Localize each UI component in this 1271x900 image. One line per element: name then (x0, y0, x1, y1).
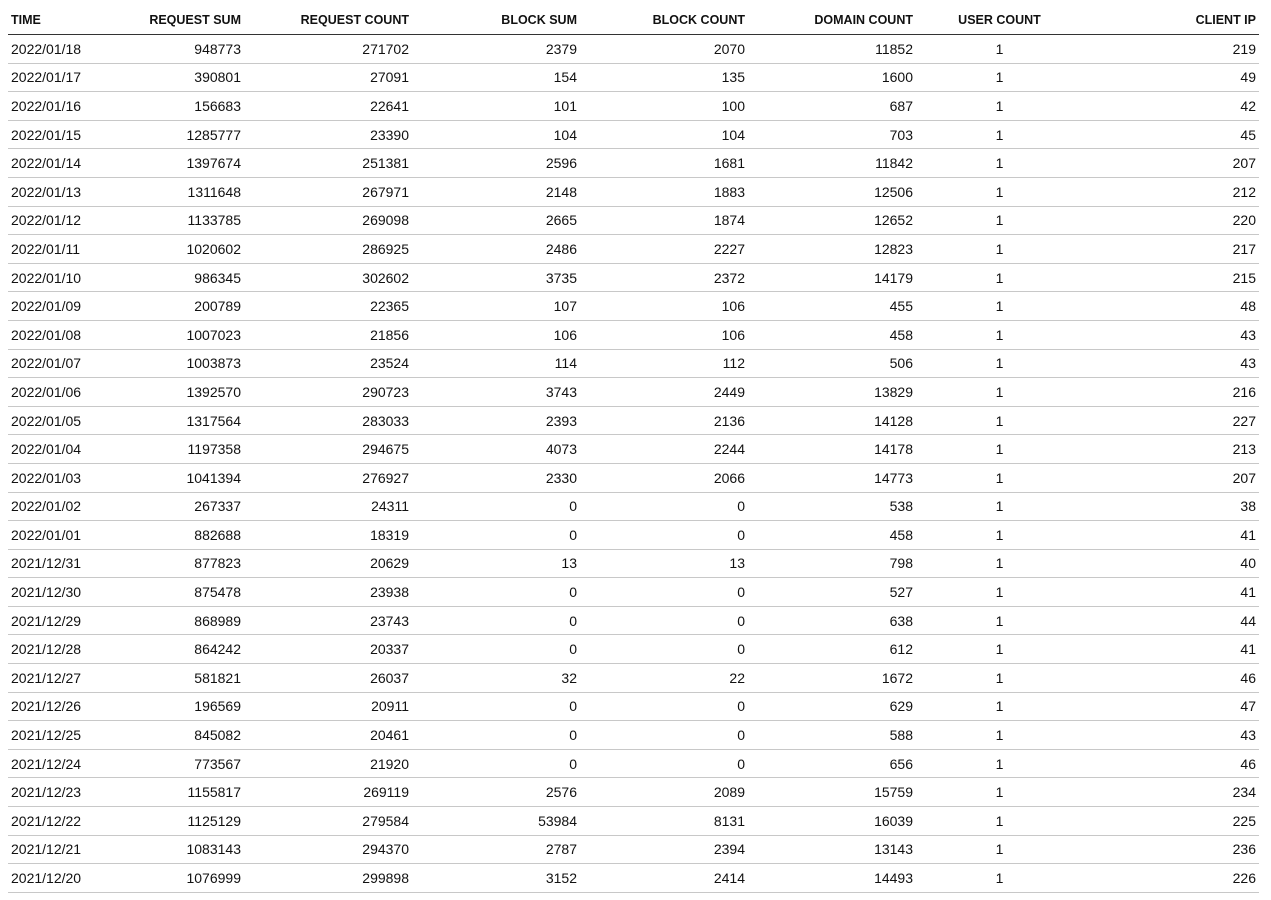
cell-domain-count: 12506 (748, 177, 916, 206)
cell-client-ip: 43 (1086, 320, 1259, 349)
cell-block-sum: 0 (412, 692, 580, 721)
cell-time: 2022/01/16 (8, 92, 90, 121)
cell-block-sum: 2665 (412, 206, 580, 235)
cell-block-count: 2066 (580, 463, 748, 492)
table-body (8, 35, 1259, 893)
cell-request-sum: 986345 (90, 263, 244, 292)
cell-user-count: 1 (916, 807, 1086, 836)
table-row (8, 835, 1259, 864)
cell-domain-count: 656 (748, 749, 916, 778)
cell-time: 2021/12/21 (8, 835, 90, 864)
table-row (8, 807, 1259, 836)
cell-domain-count: 687 (748, 92, 916, 121)
cell-domain-count: 458 (748, 521, 916, 550)
cell-user-count: 1 (916, 120, 1086, 149)
cell-block-count: 104 (580, 120, 748, 149)
cell-request-sum: 196569 (90, 692, 244, 721)
cell-user-count: 1 (916, 149, 1086, 178)
cell-request-sum: 581821 (90, 664, 244, 693)
cell-request-count: 267971 (244, 177, 412, 206)
cell-time: 2022/01/15 (8, 120, 90, 149)
cell-time: 2022/01/12 (8, 206, 90, 235)
cell-request-sum: 1317564 (90, 406, 244, 435)
cell-user-count: 1 (916, 864, 1086, 893)
table-row (8, 549, 1259, 578)
cell-domain-count: 588 (748, 721, 916, 750)
cell-request-count: 22365 (244, 292, 412, 321)
table-row (8, 664, 1259, 693)
cell-request-sum: 877823 (90, 549, 244, 578)
table-header-row (8, 6, 1259, 35)
cell-domain-count: 638 (748, 606, 916, 635)
cell-request-count: 27091 (244, 63, 412, 92)
cell-time: 2021/12/25 (8, 721, 90, 750)
table-row (8, 635, 1259, 664)
cell-block-count: 0 (580, 578, 748, 607)
cell-request-sum: 1392570 (90, 378, 244, 407)
cell-domain-count: 527 (748, 578, 916, 607)
cell-request-count: 26037 (244, 664, 412, 693)
cell-client-ip: 217 (1086, 235, 1259, 264)
cell-time: 2021/12/27 (8, 664, 90, 693)
cell-user-count: 1 (916, 606, 1086, 635)
cell-block-sum: 0 (412, 635, 580, 664)
cell-domain-count: 14179 (748, 263, 916, 292)
cell-request-count: 294675 (244, 435, 412, 464)
table-row (8, 378, 1259, 407)
cell-request-sum: 1285777 (90, 120, 244, 149)
cell-domain-count: 14128 (748, 406, 916, 435)
cell-request-sum: 875478 (90, 578, 244, 607)
cell-user-count: 1 (916, 206, 1086, 235)
cell-block-count: 0 (580, 721, 748, 750)
cell-user-count: 1 (916, 692, 1086, 721)
cell-block-sum: 2486 (412, 235, 580, 264)
cell-time: 2022/01/18 (8, 35, 90, 64)
cell-block-sum: 2379 (412, 35, 580, 64)
cell-block-sum: 2787 (412, 835, 580, 864)
cell-request-count: 20461 (244, 721, 412, 750)
cell-request-sum: 1155817 (90, 778, 244, 807)
cell-client-ip: 38 (1086, 492, 1259, 521)
cell-request-count: 302602 (244, 263, 412, 292)
cell-request-sum: 156683 (90, 92, 244, 121)
cell-block-count: 2089 (580, 778, 748, 807)
cell-time: 2021/12/26 (8, 692, 90, 721)
cell-block-count: 106 (580, 292, 748, 321)
cell-domain-count: 14773 (748, 463, 916, 492)
table-row (8, 435, 1259, 464)
cell-time: 2022/01/11 (8, 235, 90, 264)
cell-request-count: 21920 (244, 749, 412, 778)
cell-block-sum: 3743 (412, 378, 580, 407)
cell-user-count: 1 (916, 177, 1086, 206)
cell-domain-count: 16039 (748, 807, 916, 836)
cell-block-count: 2244 (580, 435, 748, 464)
cell-block-sum: 4073 (412, 435, 580, 464)
cell-time: 2022/01/01 (8, 521, 90, 550)
cell-request-count: 23743 (244, 606, 412, 635)
cell-user-count: 1 (916, 492, 1086, 521)
cell-block-sum: 0 (412, 721, 580, 750)
cell-block-sum: 2330 (412, 463, 580, 492)
cell-client-ip: 40 (1086, 549, 1259, 578)
table-row (8, 463, 1259, 492)
cell-block-count: 2449 (580, 378, 748, 407)
cell-user-count: 1 (916, 63, 1086, 92)
cell-block-count: 1874 (580, 206, 748, 235)
cell-time: 2021/12/22 (8, 807, 90, 836)
cell-block-count: 112 (580, 349, 748, 378)
table-row (8, 492, 1259, 521)
cell-request-sum: 1397674 (90, 149, 244, 178)
cell-domain-count: 12823 (748, 235, 916, 264)
cell-request-count: 20911 (244, 692, 412, 721)
cell-domain-count: 1672 (748, 664, 916, 693)
cell-request-sum: 948773 (90, 35, 244, 64)
cell-domain-count: 703 (748, 120, 916, 149)
table-row (8, 721, 1259, 750)
cell-user-count: 1 (916, 549, 1086, 578)
cell-domain-count: 538 (748, 492, 916, 521)
cell-block-sum: 32 (412, 664, 580, 693)
cell-client-ip: 226 (1086, 864, 1259, 893)
cell-time: 2022/01/05 (8, 406, 90, 435)
cell-block-count: 0 (580, 606, 748, 635)
cell-time: 2022/01/13 (8, 177, 90, 206)
cell-client-ip: 220 (1086, 206, 1259, 235)
cell-request-count: 23524 (244, 349, 412, 378)
cell-client-ip: 207 (1086, 463, 1259, 492)
column-header-domain-count[interactable]: DOMAIN COUNT (748, 6, 916, 35)
cell-request-sum: 1125129 (90, 807, 244, 836)
cell-time: 2022/01/06 (8, 378, 90, 407)
cell-domain-count: 12652 (748, 206, 916, 235)
cell-request-sum: 1041394 (90, 463, 244, 492)
cell-request-sum: 1076999 (90, 864, 244, 893)
cell-client-ip: 213 (1086, 435, 1259, 464)
cell-client-ip: 41 (1086, 635, 1259, 664)
cell-user-count: 1 (916, 463, 1086, 492)
table-row (8, 235, 1259, 264)
cell-block-sum: 2576 (412, 778, 580, 807)
table-row (8, 320, 1259, 349)
cell-domain-count: 11852 (748, 35, 916, 64)
cell-request-count: 286925 (244, 235, 412, 264)
cell-request-count: 299898 (244, 864, 412, 893)
cell-request-sum: 1083143 (90, 835, 244, 864)
cell-block-sum: 0 (412, 521, 580, 550)
cell-block-count: 2227 (580, 235, 748, 264)
cell-request-sum: 882688 (90, 521, 244, 550)
cell-request-sum: 864242 (90, 635, 244, 664)
cell-user-count: 1 (916, 778, 1086, 807)
table-row (8, 35, 1259, 64)
cell-request-count: 22641 (244, 92, 412, 121)
cell-request-count: 18319 (244, 521, 412, 550)
cell-client-ip: 46 (1086, 664, 1259, 693)
cell-block-sum: 2393 (412, 406, 580, 435)
cell-user-count: 1 (916, 378, 1086, 407)
cell-request-sum: 1311648 (90, 177, 244, 206)
cell-time: 2021/12/24 (8, 749, 90, 778)
cell-domain-count: 455 (748, 292, 916, 321)
cell-user-count: 1 (916, 521, 1086, 550)
cell-block-count: 8131 (580, 807, 748, 836)
cell-domain-count: 13829 (748, 378, 916, 407)
cell-time: 2022/01/08 (8, 320, 90, 349)
column-header-block-sum[interactable]: BLOCK SUM (412, 6, 580, 35)
cell-block-count: 135 (580, 63, 748, 92)
cell-user-count: 1 (916, 92, 1086, 121)
cell-block-sum: 53984 (412, 807, 580, 836)
cell-block-count: 0 (580, 692, 748, 721)
column-header-request-count[interactable]: REQUEST COUNT (244, 6, 412, 35)
cell-user-count: 1 (916, 292, 1086, 321)
cell-client-ip: 215 (1086, 263, 1259, 292)
cell-client-ip: 45 (1086, 120, 1259, 149)
table-row (8, 263, 1259, 292)
cell-client-ip: 41 (1086, 578, 1259, 607)
cell-request-sum: 845082 (90, 721, 244, 750)
column-header-request-sum[interactable]: REQUEST SUM (90, 6, 244, 35)
cell-request-sum: 868989 (90, 606, 244, 635)
cell-block-count: 2070 (580, 35, 748, 64)
table-row (8, 606, 1259, 635)
cell-client-ip: 227 (1086, 406, 1259, 435)
cell-client-ip: 43 (1086, 349, 1259, 378)
cell-domain-count: 506 (748, 349, 916, 378)
cell-time: 2021/12/23 (8, 778, 90, 807)
cell-request-sum: 1197358 (90, 435, 244, 464)
table-row (8, 521, 1259, 550)
cell-request-count: 20337 (244, 635, 412, 664)
cell-request-sum: 1003873 (90, 349, 244, 378)
cell-block-sum: 3735 (412, 263, 580, 292)
cell-request-count: 283033 (244, 406, 412, 435)
column-header-block-count[interactable]: BLOCK COUNT (580, 6, 748, 35)
cell-request-count: 251381 (244, 149, 412, 178)
cell-client-ip: 207 (1086, 149, 1259, 178)
table-row (8, 177, 1259, 206)
cell-domain-count: 798 (748, 549, 916, 578)
cell-time: 2021/12/31 (8, 549, 90, 578)
cell-block-sum: 3152 (412, 864, 580, 893)
cell-request-sum: 1133785 (90, 206, 244, 235)
cell-request-sum: 200789 (90, 292, 244, 321)
cell-domain-count: 612 (748, 635, 916, 664)
cell-domain-count: 13143 (748, 835, 916, 864)
cell-block-sum: 2148 (412, 177, 580, 206)
cell-block-sum: 0 (412, 606, 580, 635)
cell-time: 2022/01/04 (8, 435, 90, 464)
cell-user-count: 1 (916, 35, 1086, 64)
cell-time: 2022/01/09 (8, 292, 90, 321)
cell-time: 2022/01/03 (8, 463, 90, 492)
cell-client-ip: 216 (1086, 378, 1259, 407)
cell-user-count: 1 (916, 263, 1086, 292)
cell-client-ip: 49 (1086, 63, 1259, 92)
table-row (8, 749, 1259, 778)
cell-time: 2022/01/14 (8, 149, 90, 178)
cell-time: 2022/01/02 (8, 492, 90, 521)
cell-block-sum: 104 (412, 120, 580, 149)
cell-block-count: 1883 (580, 177, 748, 206)
cell-user-count: 1 (916, 835, 1086, 864)
column-header-user-count[interactable]: USER COUNT (916, 6, 1086, 35)
cell-request-count: 290723 (244, 378, 412, 407)
cell-request-count: 23390 (244, 120, 412, 149)
cell-client-ip: 225 (1086, 807, 1259, 836)
cell-block-sum: 114 (412, 349, 580, 378)
cell-client-ip: 234 (1086, 778, 1259, 807)
cell-client-ip: 41 (1086, 521, 1259, 550)
cell-block-sum: 154 (412, 63, 580, 92)
cell-block-sum: 106 (412, 320, 580, 349)
cell-request-count: 24311 (244, 492, 412, 521)
table-row (8, 864, 1259, 893)
cell-time: 2022/01/10 (8, 263, 90, 292)
cell-block-sum: 0 (412, 578, 580, 607)
cell-user-count: 1 (916, 435, 1086, 464)
cell-request-count: 271702 (244, 35, 412, 64)
cell-domain-count: 14178 (748, 435, 916, 464)
cell-block-count: 0 (580, 635, 748, 664)
cell-request-sum: 1020602 (90, 235, 244, 264)
cell-block-sum: 101 (412, 92, 580, 121)
table-row (8, 406, 1259, 435)
cell-domain-count: 629 (748, 692, 916, 721)
cell-client-ip: 236 (1086, 835, 1259, 864)
cell-request-sum: 773567 (90, 749, 244, 778)
table-row (8, 778, 1259, 807)
table-row (8, 292, 1259, 321)
table-row (8, 349, 1259, 378)
cell-client-ip: 219 (1086, 35, 1259, 64)
cell-time: 2022/01/17 (8, 63, 90, 92)
cell-request-sum: 1007023 (90, 320, 244, 349)
cell-block-count: 100 (580, 92, 748, 121)
cell-block-count: 2136 (580, 406, 748, 435)
cell-request-count: 294370 (244, 835, 412, 864)
cell-request-count: 20629 (244, 549, 412, 578)
cell-block-sum: 0 (412, 749, 580, 778)
cell-time: 2021/12/30 (8, 578, 90, 607)
cell-request-count: 21856 (244, 320, 412, 349)
cell-user-count: 1 (916, 349, 1086, 378)
cell-request-count: 279584 (244, 807, 412, 836)
cell-block-count: 2414 (580, 864, 748, 893)
cell-domain-count: 458 (748, 320, 916, 349)
column-header-time[interactable]: TIME (8, 6, 90, 35)
cell-block-sum: 0 (412, 492, 580, 521)
cell-domain-count: 15759 (748, 778, 916, 807)
cell-user-count: 1 (916, 749, 1086, 778)
table-row (8, 92, 1259, 121)
cell-request-count: 269098 (244, 206, 412, 235)
cell-block-count: 1681 (580, 149, 748, 178)
cell-request-count: 276927 (244, 463, 412, 492)
cell-user-count: 1 (916, 664, 1086, 693)
cell-block-sum: 107 (412, 292, 580, 321)
cell-user-count: 1 (916, 235, 1086, 264)
cell-request-count: 23938 (244, 578, 412, 607)
cell-client-ip: 47 (1086, 692, 1259, 721)
cell-block-count: 2372 (580, 263, 748, 292)
cell-time: 2021/12/29 (8, 606, 90, 635)
cell-time: 2021/12/28 (8, 635, 90, 664)
table-row (8, 578, 1259, 607)
table-row (8, 206, 1259, 235)
cell-block-count: 22 (580, 664, 748, 693)
table-row (8, 63, 1259, 92)
cell-client-ip: 212 (1086, 177, 1259, 206)
cell-block-sum: 2596 (412, 149, 580, 178)
daily-stats-table (8, 6, 1259, 893)
cell-request-count: 269119 (244, 778, 412, 807)
cell-client-ip: 42 (1086, 92, 1259, 121)
cell-user-count: 1 (916, 406, 1086, 435)
cell-user-count: 1 (916, 578, 1086, 607)
table-row (8, 149, 1259, 178)
table-row (8, 692, 1259, 721)
cell-domain-count: 14493 (748, 864, 916, 893)
cell-user-count: 1 (916, 320, 1086, 349)
cell-block-sum: 13 (412, 549, 580, 578)
cell-request-sum: 267337 (90, 492, 244, 521)
cell-client-ip: 44 (1086, 606, 1259, 635)
cell-block-count: 0 (580, 492, 748, 521)
cell-user-count: 1 (916, 721, 1086, 750)
cell-user-count: 1 (916, 635, 1086, 664)
table-row (8, 120, 1259, 149)
column-header-client-ip[interactable]: CLIENT IP (1086, 6, 1259, 35)
cell-domain-count: 11842 (748, 149, 916, 178)
cell-block-count: 2394 (580, 835, 748, 864)
cell-client-ip: 48 (1086, 292, 1259, 321)
cell-block-count: 0 (580, 749, 748, 778)
cell-time: 2022/01/07 (8, 349, 90, 378)
cell-domain-count: 1600 (748, 63, 916, 92)
cell-block-count: 106 (580, 320, 748, 349)
cell-request-sum: 390801 (90, 63, 244, 92)
cell-block-count: 13 (580, 549, 748, 578)
cell-client-ip: 43 (1086, 721, 1259, 750)
cell-time: 2021/12/20 (8, 864, 90, 893)
cell-client-ip: 46 (1086, 749, 1259, 778)
cell-block-count: 0 (580, 521, 748, 550)
